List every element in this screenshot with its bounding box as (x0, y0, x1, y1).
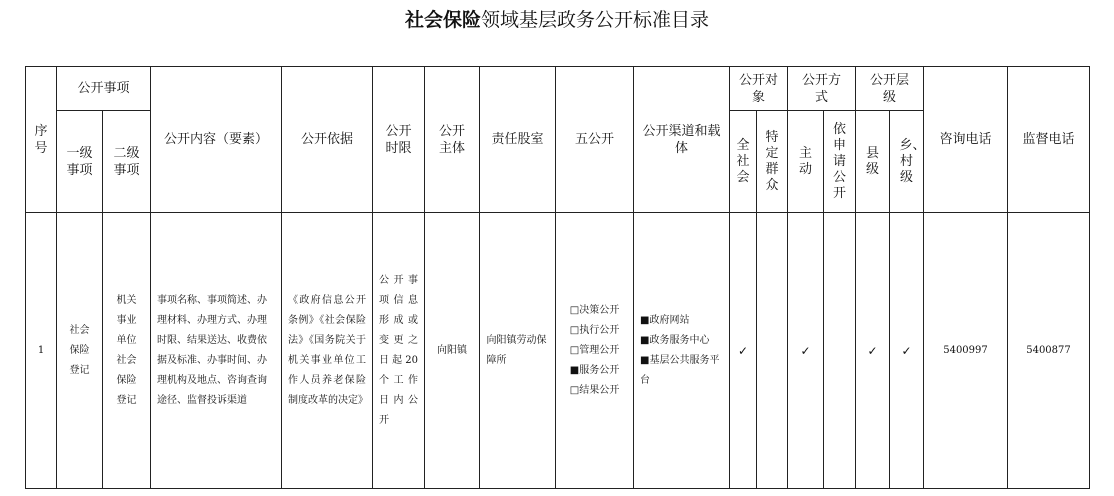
row-phone: 5400997 (924, 213, 1008, 489)
check-on-request (824, 213, 856, 489)
check-county: ✓ (856, 213, 890, 489)
header-active: 主动 (788, 111, 824, 213)
check-township: ✓ (890, 213, 924, 489)
channel-website: ■政府网站 (640, 314, 690, 326)
header-channel: 公开渠道和载体 (634, 67, 730, 213)
catalog-table (25, 66, 1090, 489)
row-basis: 《政府信息公开条例》《社会保险法》《国务院关于机关事业单位工作人员养老保险制度改革的决定》 (282, 213, 373, 489)
header-level1: 一级事项 (57, 111, 103, 213)
header-all-society: 全社会 (730, 111, 757, 213)
five-public-service: ■服务公开 (569, 364, 620, 376)
header-five-public: 五公开 (556, 67, 634, 213)
header-basis: 公开依据 (282, 67, 373, 213)
header-content: 公开内容（要素） (151, 67, 282, 213)
header-method-group: 公开方式 (788, 67, 856, 111)
check-specific-group (757, 213, 788, 489)
row-subject: 向阳镇 (425, 213, 480, 489)
row-level2: 机关事业单位社会保险登记 (103, 213, 151, 489)
header-time-limit: 公开时限 (373, 67, 425, 213)
header-dept: 责任股室 (480, 67, 556, 213)
header-specific-group: 特定群众 (757, 111, 788, 213)
channel-service-center: ■政务服务中心 (640, 334, 710, 346)
header-on-request: 依申请公开 (824, 111, 856, 213)
channel-grassroots-platform: ■基层公共服务平台 (640, 354, 720, 386)
five-public-result: □结果公开 (569, 384, 620, 396)
row-dept: 向阳镇劳动保障所 (480, 213, 556, 489)
five-public-management: □管理公开 (569, 344, 620, 356)
header-township: 乡、村级 (890, 111, 924, 213)
check-active: ✓ (788, 213, 824, 489)
row-content: 事项名称、事项简述、办理材料、办理方式、办理时限、结果送达、收费依据及标准、办事时间、办理机构及地点、咨询查询途径、监督投诉渠道 (151, 213, 282, 489)
header-county: 县级 (856, 111, 890, 213)
row-level1: 社会保险登记 (57, 213, 103, 489)
header-item-group: 公开事项 (57, 67, 151, 111)
row-five-public (556, 213, 634, 489)
header-phone: 咨询电话 (924, 67, 1008, 213)
row-time-limit: 公开事项信息形成或变更之日起20个工作日内公开 (373, 213, 425, 489)
page-title (0, 6, 1114, 34)
title-bold: 社会保险 (404, 9, 481, 31)
row-supervise: 5400877 (1008, 213, 1090, 489)
row-channels (634, 213, 730, 489)
five-public-execution: □执行公开 (569, 324, 620, 336)
header-seq: 序号 (26, 67, 57, 213)
five-public-decision: □决策公开 (569, 304, 620, 316)
header-subject: 公开主体 (425, 67, 480, 213)
header-supervise: 监督电话 (1008, 67, 1090, 213)
header-level-group: 公开层级 (856, 67, 924, 111)
check-all-society: ✓ (730, 213, 757, 489)
header-object-group: 公开对象 (730, 67, 788, 111)
title-rest: 领域基层政务公开标准目录 (481, 9, 710, 31)
header-level2: 二级事项 (103, 111, 151, 213)
row-seq: 1 (26, 213, 57, 489)
